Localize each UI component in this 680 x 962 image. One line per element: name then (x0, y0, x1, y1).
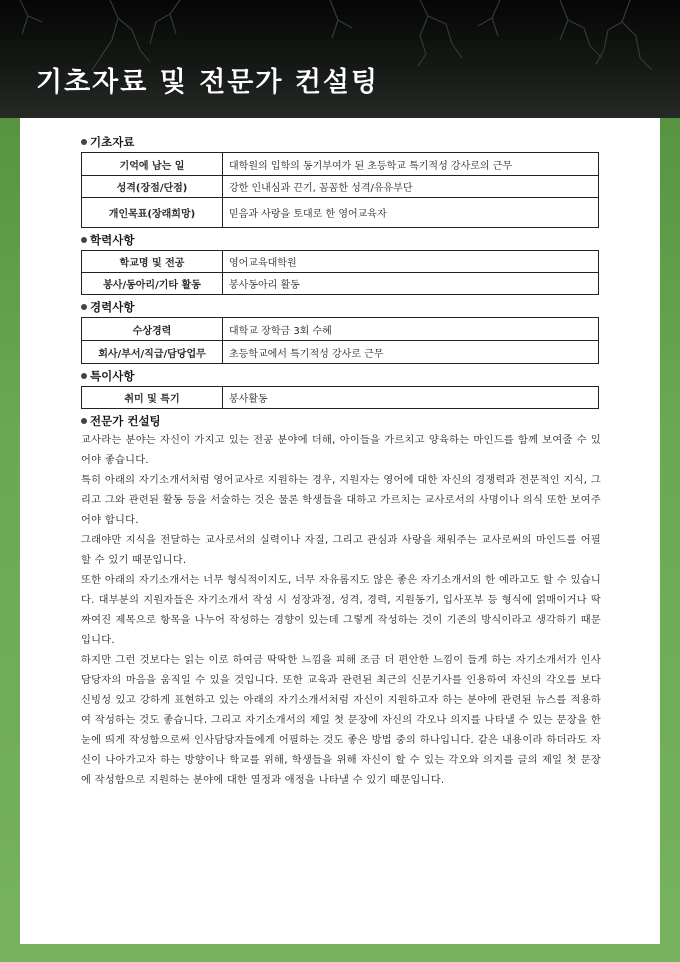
bullet-icon (81, 304, 87, 310)
section-title-basic-info (81, 132, 601, 152)
row-value: 초등학교에서 특기적성 강사로 근무 (223, 341, 599, 364)
special-notes-table (81, 386, 599, 409)
row-value: 영어교육대학원 (223, 251, 599, 273)
row-value: 대학교 장학금 3회 수혜 (223, 318, 599, 341)
row-label: 기억에 남는 일 (82, 153, 223, 176)
document-content (81, 132, 601, 791)
section-title-special-notes (81, 366, 601, 386)
row-value: 믿음과 사랑을 토대로 한 영어교육자 (223, 198, 599, 228)
section-title-education (81, 230, 601, 250)
education-table (81, 250, 599, 295)
consulting-paragraph: 교사라는 분야는 자신이 가지고 있는 전공 분야에 더해, 아이들을 가르치고 양육하는 마인드를 함께 보여줄 수 있어야 좋습니다. (81, 435, 601, 466)
consulting-paragraph: 하지만 그런 것보다는 읽는 이로 하여금 딱딱한 느낌을 피해 조금 더 편안한 느낌이 들게 하는 자기소개서가 인사담당자의 마음을 움직일 수 있을 것입니다. 또한 교육과 관련된 최근의 신문기사를 인용하여 자신의 각오를 보다 신빙성 있고 강하게 표현하고 있는 아래의 자기소개서처럼 자신이 지원하고자 하는 분야에 관련된 뉴스를 적용하여 작성하는 것도 좋습니다. 그리고 자기소개서의 제일 첫 문장에 자신의 각오나 의지를 나타낼 수 있는 문장을 한 눈에 띄게 작성함으로써 인사담당자들에게 어필하는 것도 좋은 방법 중의 하나입니다. 같은 내용이라 하더라도 자신이 나아가고자 하는 방향이나 학교를 위해, 학생들을 위해 자신이 할 수 있는 각오와 의지를 글의 제일 첫 문장에 작성함으로 지원하는 분야에 대한 열정과 애정을 나타낼 수 있기 때문입니다. (81, 655, 601, 786)
table-row (82, 341, 599, 364)
row-value: 봉사활동 (223, 387, 599, 409)
bullet-icon (81, 373, 87, 379)
section-title-consulting (81, 411, 601, 431)
row-label: 성격(장점/단점) (82, 176, 223, 198)
row-value: 대학원의 입학의 동기부여가 된 초등학교 특기적성 강사로의 근무 (223, 153, 599, 176)
table-row (82, 387, 599, 409)
row-label: 수상경력 (82, 318, 223, 341)
section-title-text: 전문가 컨설팅 (90, 414, 161, 428)
header-banner (0, 0, 680, 118)
section-title-text: 학력사항 (90, 233, 135, 247)
row-label: 개인목표(장래희망) (82, 198, 223, 228)
table-row (82, 273, 599, 295)
section-title-text: 경력사항 (90, 300, 135, 314)
basic-info-table (81, 152, 599, 228)
bullet-icon (81, 139, 87, 145)
table-row (82, 176, 599, 198)
table-row (82, 153, 599, 176)
row-label: 회사/부서/직급/담당업무 (82, 341, 223, 364)
tree-branches-decoration (0, 0, 680, 118)
row-value: 강한 인내심과 끈기, 꼼꼼한 성격/유유부단 (223, 176, 599, 198)
document-page (20, 118, 660, 944)
section-title-career (81, 297, 601, 317)
table-row (82, 251, 599, 273)
consulting-paragraph: 그래야만 지식을 전달하는 교사로서의 실력이나 자질, 그리고 관심과 사랑을 채워주는 교사로써의 마인드를 어필할 수 있기 때문입니다. (81, 535, 601, 566)
consulting-paragraph: 또한 아래의 자기소개서는 너무 형식적이지도, 너무 자유롭지도 않은 좋은 자기소개서의 한 예라고도 할 수 있습니다. 대부분의 지원자들은 자기소개서 작성 시 성장과정, 성격, 경력, 지원동기, 입사포부 등 형식에 얽매이거나 딱 짜여진 제목으로 항목을 나누어 작성하는 경향이 있는데 그렇게 작성하는 것이 기존의 방식이라고 생각하기 때문입니다. (81, 575, 601, 646)
bullet-icon (81, 418, 87, 424)
table-row (82, 198, 599, 228)
page-title: 기초자료 및 전문가 컨설팅 (36, 67, 380, 98)
row-label: 취미 및 특기 (82, 387, 223, 409)
section-title-text: 기초자료 (90, 135, 135, 149)
bullet-icon (81, 237, 87, 243)
table-row (82, 318, 599, 341)
row-label: 봉사/동아리/기타 활동 (82, 273, 223, 295)
consulting-paragraph: 특히 아래의 자기소개서처럼 영어교사로 지원하는 경우, 지원자는 영어에 대한 자신의 경쟁력과 전문적인 지식, 그리고 그와 관련된 활동 등을 서술하는 것은 물론 학생들을 대하고 가르치는 교사로서의 사명이나 의식 또한 보여주어야 합니다. (81, 475, 601, 526)
row-value: 봉사동아리 활동 (223, 273, 599, 295)
section-title-text: 특이사항 (90, 369, 135, 383)
career-table (81, 317, 599, 364)
row-label: 학교명 및 전공 (82, 251, 223, 273)
